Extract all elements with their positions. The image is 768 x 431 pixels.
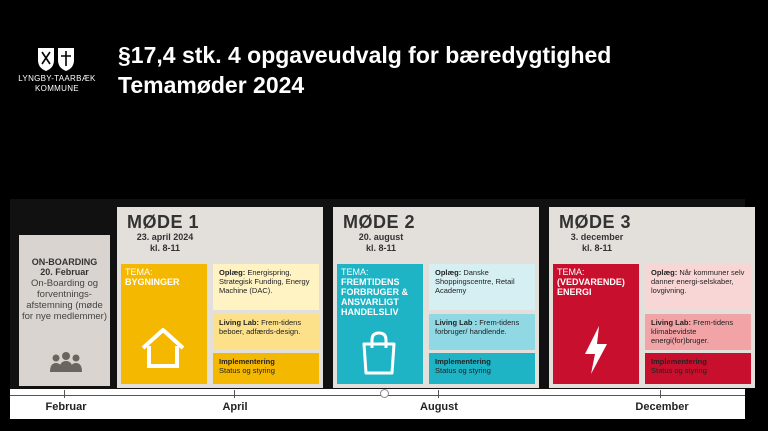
living-lab-text: Frem-tidens forbruger/ handlende. xyxy=(435,318,520,336)
timeline-axis-line xyxy=(10,395,745,396)
onboarding-description: On-Boarding og forventnings-afstemning (møde for nye medlemmer) xyxy=(22,278,107,322)
presentation-label: Oplæg: xyxy=(435,268,462,277)
meeting-card-2 xyxy=(333,207,539,388)
municipality-logo xyxy=(14,46,100,102)
meeting-time: kl. 8-11 xyxy=(581,243,613,253)
timeline-tick xyxy=(234,390,235,398)
implementation-box xyxy=(213,353,319,384)
month-label-december: December xyxy=(635,401,689,413)
theme-box xyxy=(121,264,207,384)
living-lab-label: Living Lab: xyxy=(651,318,691,327)
living-lab-box xyxy=(429,314,535,350)
meeting-date: 20. august xyxy=(358,232,404,242)
presentation-text: Energispring, Strategisk Funding, Energy Machine (DAC). xyxy=(219,268,310,295)
meeting-heading: MØDE 2 xyxy=(343,212,416,232)
theme-label: TEMA: xyxy=(341,267,369,277)
implementation-label: Implementering xyxy=(651,357,707,366)
presentation-label: Oplæg: xyxy=(651,268,678,277)
timeline-marker xyxy=(380,389,389,398)
logo-name-line1: LYNGBY-TAARBÆK xyxy=(18,74,96,83)
meeting-heading: MØDE 3 xyxy=(559,212,632,232)
month-label-august: August xyxy=(420,401,458,413)
living-lab-box xyxy=(645,314,751,350)
presentation-label: Oplæg: xyxy=(219,268,246,277)
presentation-text: Danske Shoppingscentre, Retail Academy xyxy=(435,268,515,295)
implementation-label: Implementering xyxy=(435,357,491,366)
onboarding-date: 20. Februar xyxy=(40,267,89,277)
theme-label: TEMA: xyxy=(125,267,153,277)
timeline-tick xyxy=(438,390,439,398)
theme-title: BYGNINGER xyxy=(125,277,180,287)
meeting-card-3 xyxy=(549,207,755,388)
page-subtitle: Temamøder 2024 xyxy=(118,72,305,98)
theme-label: TEMA: xyxy=(557,267,585,277)
logo-name-line2: KOMMUNE xyxy=(35,84,79,93)
meeting-heading: MØDE 1 xyxy=(127,212,200,232)
living-lab-text: Frem-tidens beboer, adfærds-design. xyxy=(219,318,302,336)
living-lab-label: Living Lab: xyxy=(219,318,259,327)
implementation-text: Status og styring xyxy=(651,366,707,375)
meeting-time: kl. 8-11 xyxy=(149,243,181,253)
meeting-card-1 xyxy=(117,207,323,388)
theme-title: FREMTIDENS FORBRUGER & ANSVARLIGT HANDELSLIV xyxy=(341,277,408,317)
theme-title: (VEDVARENDE) ENERGI xyxy=(557,277,625,297)
onboarding-card xyxy=(19,235,110,386)
presentation-text: Når kommuner selv danner energi-selskaber, lovgivning. xyxy=(651,268,745,295)
crest-icon xyxy=(36,46,76,72)
implementation-text: Status og styring xyxy=(435,366,491,375)
living-lab-box xyxy=(213,314,319,350)
presentation-box xyxy=(645,264,751,310)
theme-box xyxy=(553,264,639,384)
house-icon xyxy=(139,326,187,370)
presentation-box xyxy=(429,264,535,310)
page-title: §17,4 stk. 4 opgaveudvalg for bæredygtighed xyxy=(118,42,612,68)
month-label-april: April xyxy=(222,401,248,413)
month-label-februar: Februar xyxy=(45,401,87,413)
timeline-tick xyxy=(64,390,65,398)
implementation-box xyxy=(645,353,751,384)
meeting-time: kl. 8-11 xyxy=(365,243,397,253)
living-lab-text: Frem-tidens klimabevidste energi(for)bruger. xyxy=(651,318,734,345)
timeline-tick xyxy=(660,390,661,398)
implementation-text: Status og styring xyxy=(219,366,275,375)
onboarding-title: ON-BOARDING xyxy=(31,257,98,267)
implementation-label: Implementering xyxy=(219,357,275,366)
shopping-bag-icon xyxy=(359,330,399,376)
theme-box xyxy=(337,264,423,384)
presentation-box xyxy=(213,264,319,310)
living-lab-label: Living Lab : xyxy=(435,318,478,327)
meeting-date: 23. april 2024 xyxy=(136,232,194,242)
meeting-date: 3. december xyxy=(570,232,624,242)
people-icon xyxy=(48,350,84,374)
implementation-box xyxy=(429,353,535,384)
lightning-icon xyxy=(581,324,611,376)
